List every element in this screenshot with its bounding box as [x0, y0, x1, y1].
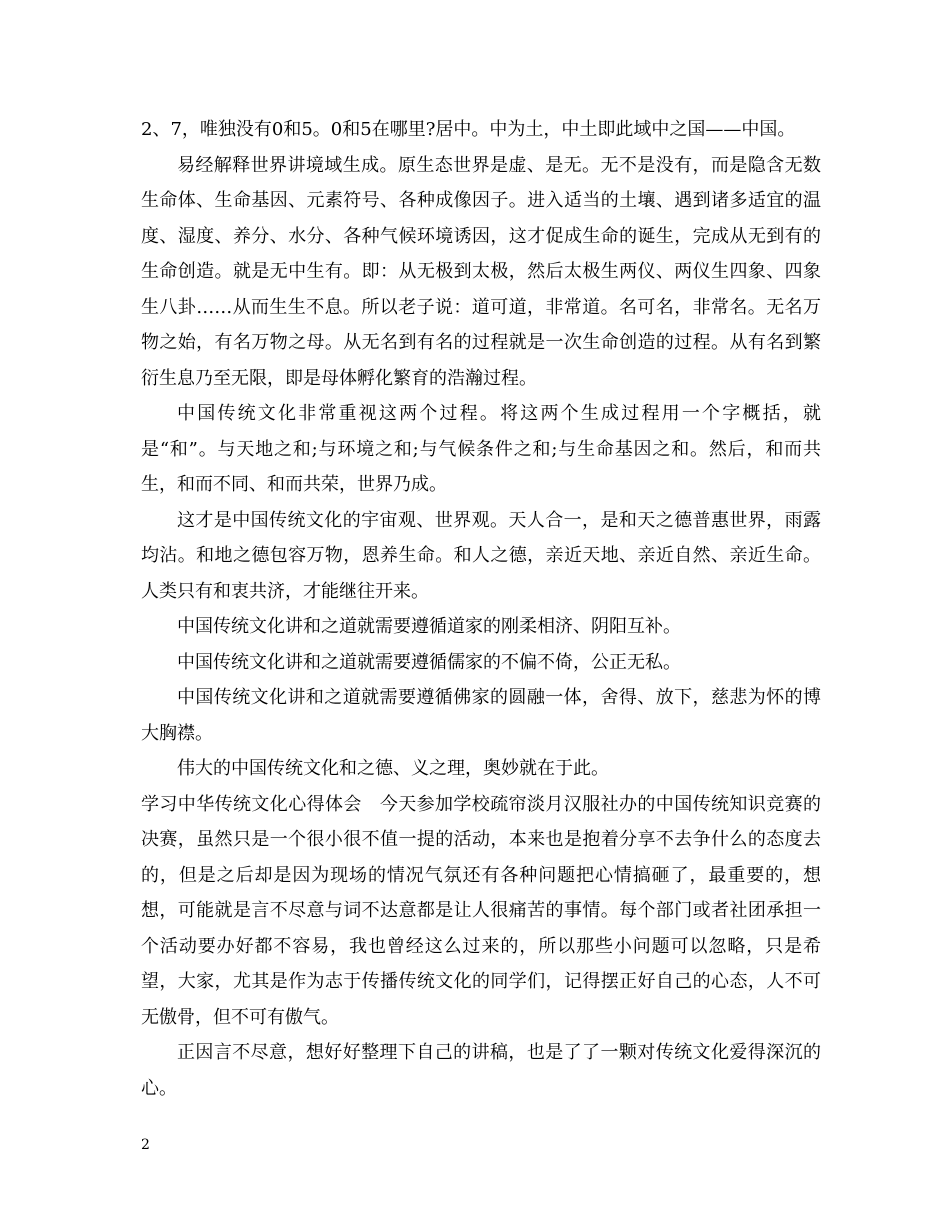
- paragraph-3: 中国传统文化非常重视这两个过程。将这两个生成过程用一个字概括，就是“和”。与天地之和;与环境之和;与气候条件之和;与生命基因之和。然后，和而共生，和而不同、和而共荣，世界乃成。: [141, 403, 821, 495]
- paragraph-4: 这才是中国传统文化的宇宙观、世界观。天人合一，是和天之德普惠世界，雨露均沾。和地之德包容万物，恩养生命。和人之德，亲近天地、亲近自然、亲近生命。人类只有和衷共济，才能继往开来。: [141, 509, 821, 602]
- paragraph-7: 中国传统文化讲和之道就需要遵循佛家的圆融一体，舍得、放下，慈悲为怀的博大胸襟。: [141, 687, 821, 744]
- paragraph-2: 易经解释世界讲境域生成。原生态世界是虚、是无。无不是没有，而是隐含无数生命体、生命基因、元素符号、各种成像因子。进入适当的土壤、遇到诸多适宜的温度、湿度、养分、水分、各种气候环境诱因，这才促成生命的诞生，完成从无到有的生命创造。就是无中生有。即：从无极到太极，然后太极生两仪、两仪生四象、四象生八卦……从而生生不息。所以老子说：道可道，非常道。名可名，非常名。无名万物之始，有名万物之母。从无名到有名的过程就是一次生命创造的过程。从有名到繁衍生息乃至无限，即是母体孵化繁育的浩瀚过程。: [141, 154, 821, 389]
- article-first-paragraph-text: 今天参加学校疏帘淡月汉服社办的中国传统知识竞赛的决赛，虽然只是一个很小很不值一提的活动，本来也是抱着分享不去争什么的态度去的，但是之后却是因为现场的情况气氛还有各种问题把心情搞砸了，最重要的，想想，可能就是言不尽意与词不达意都是让人很痛苦的事情。每个部门或者社团承担一个活动要办好都不容易，我也曾经这么过来的，所以那些小问题可以忽略，只是希望，大家，尤其是作为志于传播传统文化的同学们，记得摆正好自己的心态，人不可无傲骨，但不可有傲气。: [141, 793, 822, 1028]
- article-second-paragraph: 正因言不尽意，想好好整理下自己的讲稿，也是了了一颗对传统文化爱得深沉的心。: [141, 1042, 821, 1099]
- paragraph-1: 2、7，唯独没有0和5。0和5在哪里?居中。中为土，中土即此域中之国——中国。: [141, 119, 796, 140]
- paragraph-6: 中国传统文化讲和之道就需要遵循儒家的不偏不倚，公正无私。: [177, 651, 681, 673]
- page-number: 2: [141, 1137, 150, 1153]
- document-body: [141, 112, 821, 1106]
- article-heading: 学习中华传统文化心得体会: [141, 793, 362, 815]
- article-intro-paragraph: [141, 787, 821, 1036]
- paragraph-8: 伟大的中国传统文化和之德、义之理，奥妙就在于此。: [177, 758, 609, 779]
- paragraph-5: 中国传统文化讲和之道就需要遵循道家的刚柔相济、阴阳互补。: [177, 616, 681, 637]
